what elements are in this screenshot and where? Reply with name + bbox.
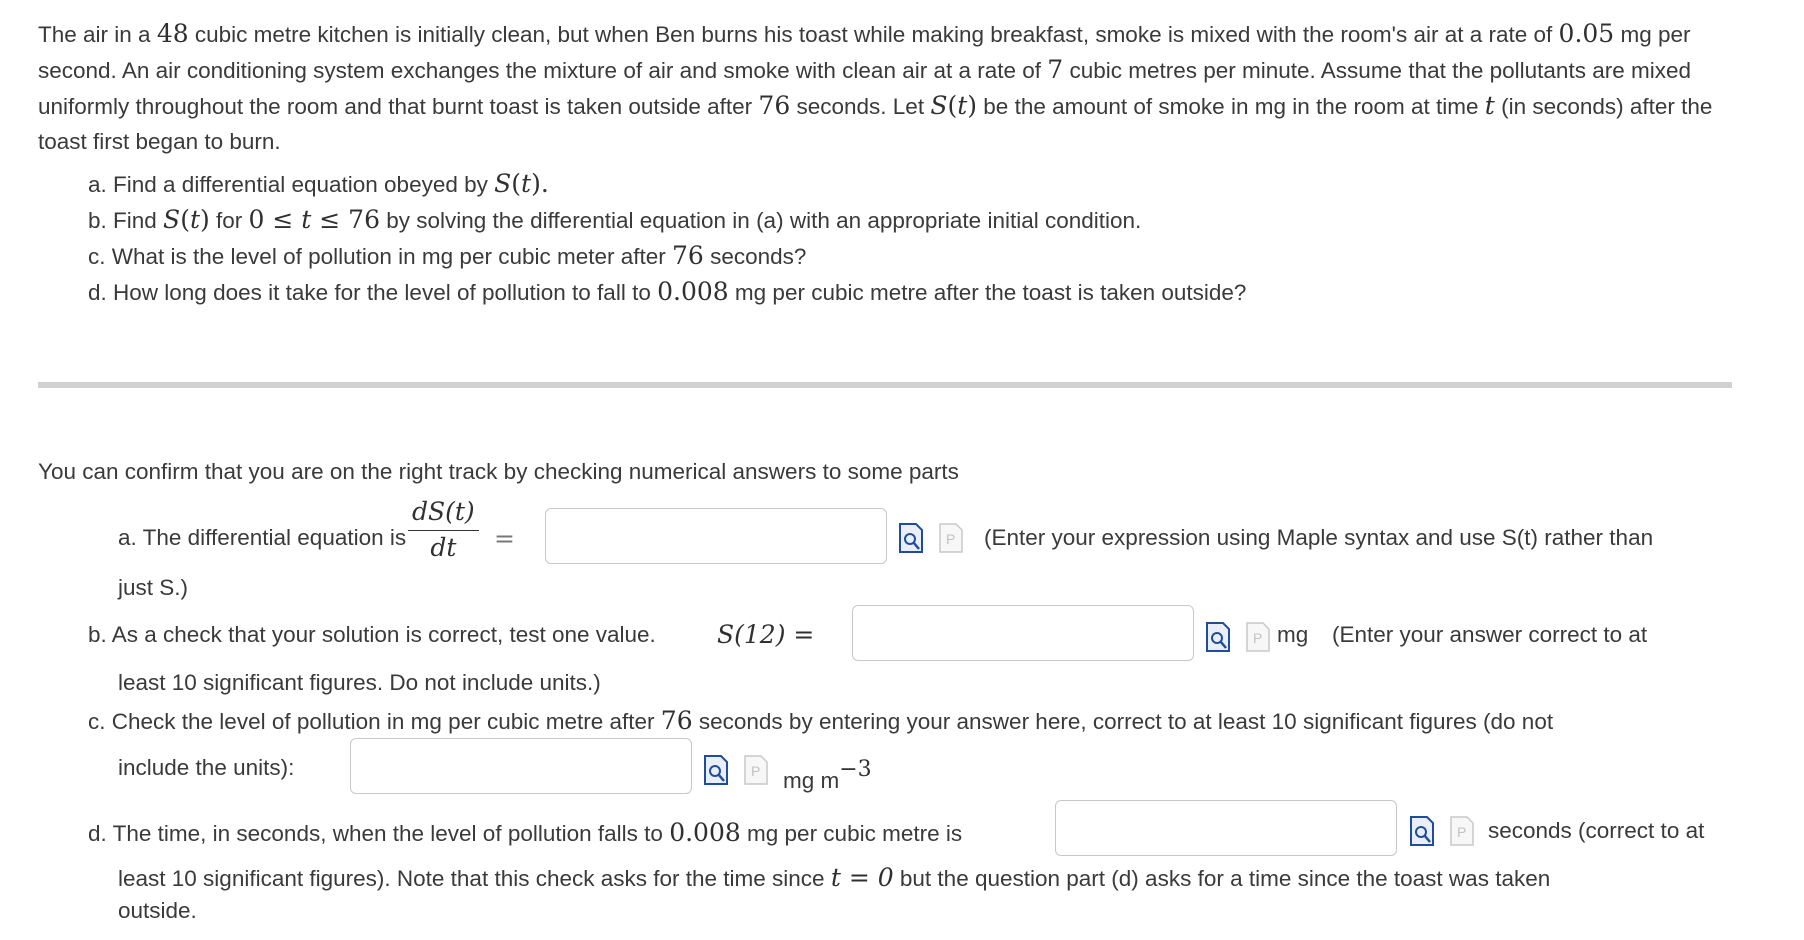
math-variable: t bbox=[521, 169, 532, 198]
math-variable: S bbox=[163, 205, 181, 234]
math-variable: S bbox=[494, 169, 512, 198]
math-segment: ) bbox=[200, 205, 210, 234]
text-segment: for bbox=[209, 208, 249, 233]
math-segment: ≤ 76 bbox=[311, 205, 380, 234]
check-d-unit: seconds (correct to at bbox=[1488, 818, 1705, 843]
check-d-label bbox=[88, 818, 962, 847]
question-part-c bbox=[88, 238, 1246, 274]
svg-text:P: P bbox=[1253, 630, 1263, 646]
answer-input-d[interactable] bbox=[1055, 800, 1397, 856]
svg-text:P: P bbox=[1457, 824, 1467, 840]
text-segment: mg per second. An air conditioning system exchanges the mixture of air and smoke with clean air at a rate of bbox=[38, 22, 1691, 83]
text-segment: c. What is the level of pollution in mg per cubic meter after bbox=[88, 244, 673, 269]
check-c-label bbox=[88, 706, 1553, 735]
math-variable: t bbox=[189, 205, 200, 234]
text-segment: cubic metres per minute. Assume that the pollutants are mixed uniformly throughout the room and that burnt toast is taken outside after bbox=[38, 58, 1691, 119]
check-c-label-pre: c. Check the level of pollution in mg per cubic metre after bbox=[88, 709, 655, 734]
question-part-d bbox=[88, 274, 1246, 310]
question-part-b bbox=[88, 202, 1246, 238]
check-a-hint: (Enter your expression using Maple syntax and use S(t) rather than bbox=[984, 525, 1654, 550]
text-segment: d. How long does it take for the level of pollution to fall to bbox=[88, 280, 658, 305]
preview-magnifier-icon[interactable] bbox=[898, 522, 924, 554]
check-c-unit-exponent: −3 bbox=[839, 757, 872, 782]
text-segment: (in seconds) after the toast first began to burn. bbox=[38, 94, 1713, 154]
math-variable: t bbox=[1484, 91, 1495, 120]
check-b-hint: (Enter your answer correct to at bbox=[1332, 622, 1648, 647]
check-b-hint-cont: least 10 significant figures. Do not include units.) bbox=[118, 670, 601, 695]
math-segment: ( bbox=[947, 91, 958, 120]
check-d-line2-post: but the question part (d) asks for a time since the toast was taken bbox=[899, 866, 1551, 891]
check-c-label-post: seconds by entering your answer here, correct to at least 10 significant figures (do not bbox=[698, 709, 1554, 734]
derivative-fraction bbox=[408, 497, 479, 562]
s12-expression: S(12) = bbox=[717, 620, 815, 649]
preview-magnifier-icon[interactable] bbox=[1205, 621, 1231, 653]
math-segment: 76 bbox=[758, 91, 791, 120]
fraction-denominator: dt bbox=[430, 533, 457, 562]
text-segment: a. Find a differential equation obeyed by bbox=[88, 172, 495, 197]
math-segment: 7 bbox=[1047, 55, 1064, 84]
check-d-line2 bbox=[118, 863, 1550, 892]
math-segment: 48 bbox=[156, 19, 189, 48]
check-c-seconds-value: 76 bbox=[660, 706, 693, 735]
math-segment: ) bbox=[967, 91, 978, 120]
check-b-unit: mg bbox=[1277, 622, 1309, 647]
check-d-line3: outside. bbox=[118, 898, 197, 923]
math-segment: ). bbox=[531, 169, 549, 198]
check-c-unit-base: mg m bbox=[783, 768, 840, 793]
checks-intro: You can confirm that you are on the right track by checking numerical answers to some parts bbox=[38, 459, 959, 484]
equals-sign: = bbox=[494, 524, 515, 553]
math-segment: 0.05 bbox=[1558, 19, 1615, 48]
text-segment: The air in a bbox=[38, 22, 157, 47]
help-document-icon[interactable] bbox=[938, 522, 964, 554]
check-a-hint-cont: just S.) bbox=[118, 575, 189, 600]
question-parts-list bbox=[88, 166, 1246, 310]
check-d-label-pre: d. The time, in seconds, when the level of pollution falls to bbox=[88, 821, 663, 846]
check-c-label-cont: include the units): bbox=[118, 755, 295, 780]
section-divider bbox=[38, 382, 1732, 388]
math-segment: 76 bbox=[672, 241, 704, 270]
help-document-icon[interactable] bbox=[1449, 815, 1475, 847]
text-segment: seconds. Let bbox=[790, 94, 931, 119]
math-segment: 0.008 bbox=[657, 277, 729, 306]
answer-input-b[interactable] bbox=[852, 605, 1194, 661]
math-variable: t bbox=[301, 205, 312, 234]
text-segment: be the amount of smoke in mg in the room at time bbox=[977, 94, 1485, 119]
math-segment: ( bbox=[180, 205, 190, 234]
text-segment: seconds? bbox=[703, 244, 807, 269]
check-d-line2-pre: least 10 significant figures). Note that this check asks for the time since bbox=[118, 866, 825, 891]
math-segment: ( bbox=[511, 169, 522, 198]
check-a-label: a. The differential equation is bbox=[118, 525, 407, 550]
math-variable: S bbox=[930, 91, 948, 120]
check-d-t-equals-zero: t = 0 bbox=[830, 863, 894, 892]
svg-text:P: P bbox=[946, 531, 956, 547]
preview-magnifier-icon[interactable] bbox=[703, 754, 729, 786]
help-document-icon[interactable] bbox=[743, 754, 769, 786]
math-segment: 0 ≤ bbox=[248, 205, 302, 234]
svg-text:P: P bbox=[751, 763, 761, 779]
help-document-icon[interactable] bbox=[1245, 621, 1271, 653]
preview-magnifier-icon[interactable] bbox=[1409, 815, 1435, 847]
problem-intro bbox=[38, 16, 1738, 159]
text-segment: by solving the differential equation in (a) with an appropriate initial condition. bbox=[379, 208, 1142, 233]
check-b-label: b. As a check that your solution is correct, test one value. bbox=[88, 622, 656, 647]
check-c-unit bbox=[783, 757, 872, 794]
answer-input-c[interactable] bbox=[350, 738, 692, 794]
check-d-label-post: mg per cubic metre is bbox=[747, 821, 963, 846]
text-segment: b. Find bbox=[88, 208, 164, 233]
text-segment: cubic metre kitchen is initially clean, but when Ben burns his toast while making breakfast, smoke is mixed with the room's air at a rate of bbox=[188, 22, 1559, 47]
answer-input-a[interactable] bbox=[545, 508, 887, 564]
check-d-threshold-value: 0.008 bbox=[669, 818, 741, 847]
fraction-numerator: dS(t) bbox=[408, 497, 479, 531]
text-segment: mg per cubic metre after the toast is taken outside? bbox=[728, 280, 1247, 305]
question-part-a bbox=[88, 166, 1246, 202]
math-variable: t bbox=[957, 91, 968, 120]
